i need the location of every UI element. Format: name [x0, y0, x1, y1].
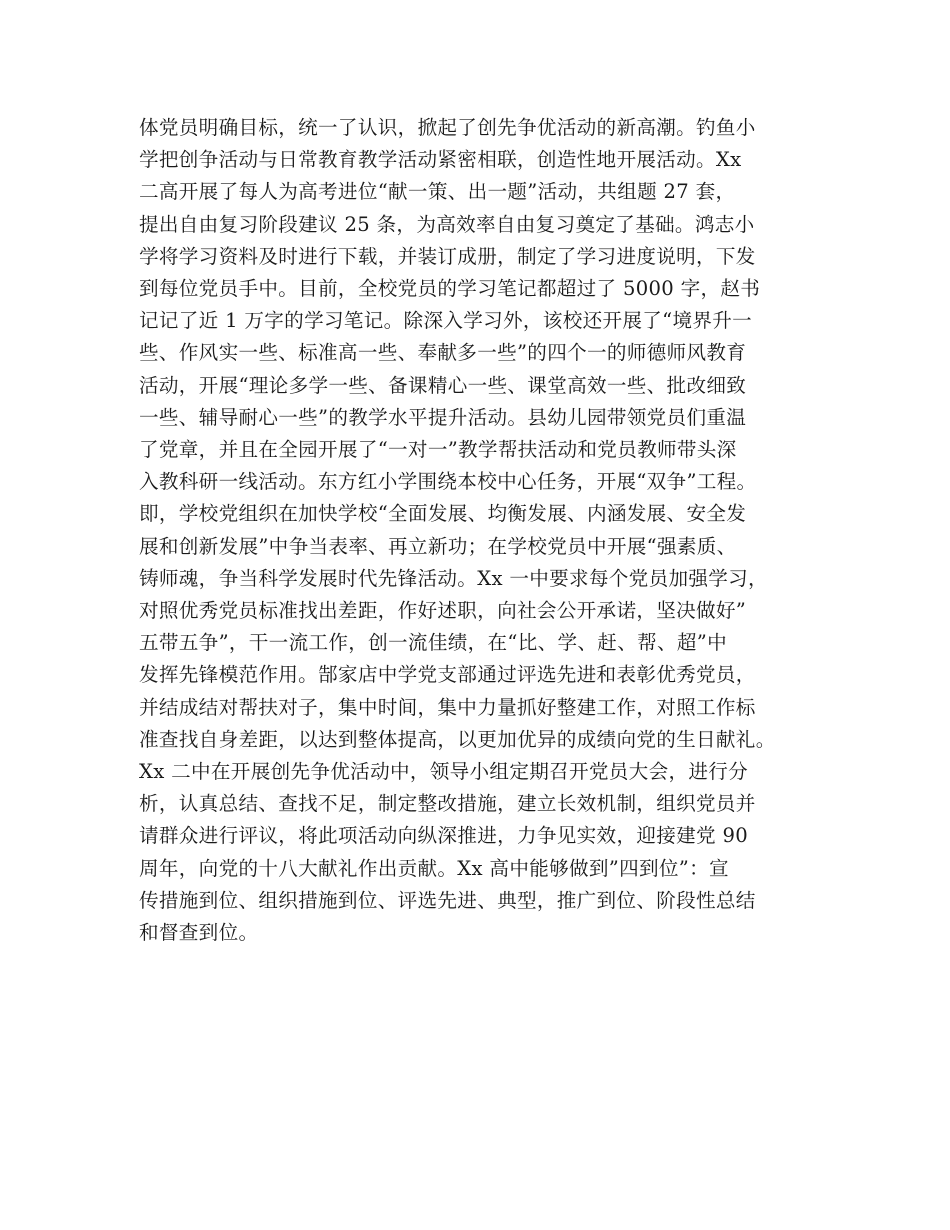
paragraph-line: 到每位党员手中。目前，全校党员的学习笔记都超过了 5000 字，赵书	[139, 277, 761, 301]
paragraph-line: 对照优秀党员标准找出差距，作好述职，向社会公开承诺，坚决做好”	[139, 599, 747, 623]
paragraph-line: 准查找自身差距，以达到整体提高，以更加优异的成绩向党的生日献礼。	[139, 727, 776, 751]
paragraph-line: 记记了近 1 万字的学习笔记。除深入学习外，该校还开展了“境界升一	[139, 309, 753, 333]
body-paragraph	[139, 112, 829, 949]
paragraph-line: 析，认真总结、查找不足，制定整改措施，建立长效机制，组织党员并	[139, 792, 756, 816]
paragraph-line: 了党章，并且在全园开展了“一对一”教学帮扶活动和党员教师带头深	[139, 438, 737, 462]
paragraph-line: 即，学校党组织在加快学校“全面发展、均衡发展、内涵发展、安全发	[139, 502, 747, 526]
paragraph-line: 学把创争活动与日常教育教学活动紧密相联，创造性地开展活动。Xx	[139, 148, 742, 172]
paragraph-line: 和督查到位。	[139, 921, 259, 945]
paragraph-line: 并结成结对帮扶对子，集中时间，集中力量抓好整建工作，对照工作标	[139, 695, 756, 719]
paragraph-line: Xx 二中在开展创先争优活动中，领导小组定期召开党员大会，进行分	[139, 760, 749, 784]
paragraph-line: 一些、辅导耐心一些”的教学水平提升活动。县幼儿园带领党员们重温	[139, 405, 747, 429]
paragraph-line: 体党员明确目标，统一了认识，掀起了创先争优活动的新高潮。钓鱼小	[139, 116, 756, 139]
paragraph-line: 提出自由复习阶段建议 25 条，为高效率自由复习奠定了基础。鸿志小	[139, 212, 755, 236]
paragraph-line: 传措施到位、组织措施到位、评选先进、典型，推广到位、阶段性总结	[139, 888, 756, 912]
paragraph-line: 二高开展了每人为高考进位“献一策、出一题”活动，共组题 27 套，	[139, 180, 736, 204]
paragraph-line: 入教科研一线活动。东方红小学围绕本校中心任务，开展“双争”工程。	[139, 470, 757, 494]
paragraph-line: 请群众进行评议，将此项活动向纵深推进，力争见实效，迎接建党 90	[139, 824, 748, 848]
paragraph-line: 发挥先锋模范作用。郜家店中学党支部通过评选先进和表彰优秀党员，	[139, 663, 756, 687]
paragraph-line: 学将学习资料及时进行下载，并装订成册，制定了学习进度说明，下发	[139, 244, 756, 268]
paragraph-line: 活动，开展“理论多学一些、备课精心一些、课堂高效一些、批改细致	[139, 373, 747, 397]
paragraph-line: 展和创新发展”中争当表率、再立新功；在学校党员中开展“强素质、	[139, 534, 737, 558]
paragraph-line: 铸师魂，争当科学发展时代先锋活动。Xx 一中要求每个党员加强学习，	[139, 566, 768, 590]
paragraph-line: 周年，向党的十八大献礼作出贡献。Xx 高中能够做到”四到位”：宣	[139, 856, 729, 880]
paragraph-line: 些、作风实一些、标准高一些、奉献多一些”的四个一的师德师风教育	[139, 341, 747, 365]
paragraph-line: 五带五争”，干一流工作，创一流佳绩，在“比、学、赶、帮、超”中	[139, 631, 727, 655]
